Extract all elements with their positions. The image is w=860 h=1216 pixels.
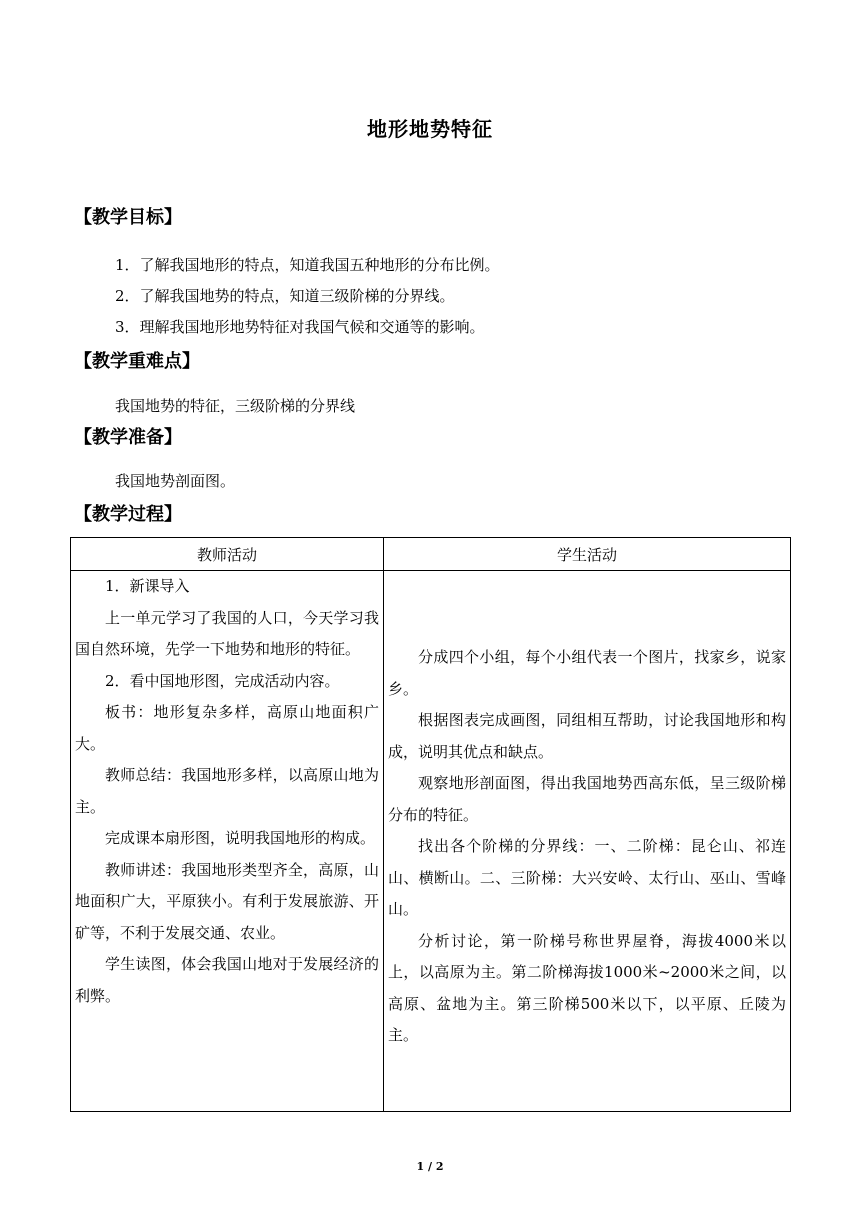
teacher-para: 学生读图，体会我国山地对于发展经济的利弊。 xyxy=(75,955,379,1005)
student-para: 观察地形剖面图，得出我国地势西高东低，呈三级阶梯分布的特征。 xyxy=(388,774,786,824)
teacher-activity-cell xyxy=(71,571,384,1112)
heading-teaching-goals: 【教学目标】 xyxy=(74,207,182,228)
table-header-row xyxy=(71,538,791,571)
key-points-text: 我国地势的特征，三级阶梯的分界线 xyxy=(115,397,356,415)
document-title: 地形地势特征 xyxy=(367,117,493,141)
heading-preparation: 【教学准备】 xyxy=(74,427,182,448)
goal-item-1: 1．了解我国地形的特点，知道我国五种地形的分布比例。 xyxy=(115,256,500,274)
header-teacher-activity: 教师活动 xyxy=(71,538,384,571)
student-activity-cell xyxy=(384,571,791,1112)
preparation-text: 我国地势剖面图。 xyxy=(115,472,236,490)
heading-key-points: 【教学重难点】 xyxy=(74,351,200,372)
student-para: 分析讨论，第一阶梯号称世界屋脊，海拔4000米以上，以高原为主。第二阶梯海拔1000米~2000米之间，以高原、盆地为主。第三阶梯500米以下，以平原、丘陵为主。 xyxy=(388,931,786,1044)
header-student-activity: 学生活动 xyxy=(384,538,791,571)
teacher-para: 教师讲述：我国地形类型齐全，高原，山地面积广大，平原狭小。有利于发展旅游、开矿等，不利于发展交通、农业。 xyxy=(75,860,379,942)
teacher-para: 完成课本扇形图，说明我国地形的构成。 xyxy=(105,829,376,847)
page-number: 1 / 2 xyxy=(416,1160,444,1173)
heading-teaching-process: 【教学过程】 xyxy=(74,504,182,525)
student-para: 分成四个小组，每个小组代表一个图片，找家乡，说家乡。 xyxy=(388,648,786,698)
teacher-para: 2．看中国地形图，完成活动内容。 xyxy=(105,671,340,690)
goal-item-3: 3．理解我国地形地势特征对我国气候和交通等的影响。 xyxy=(115,318,485,336)
teacher-para: 板书：地形复杂多样，高原山地面积广大。 xyxy=(75,703,379,753)
teacher-para: 1．新课导入 xyxy=(105,577,190,595)
student-para: 找出各个阶梯的分界线：一、二阶梯：昆仑山、祁连山、横断山。二、三阶梯：大兴安岭、太行山、巫山、雪峰山。 xyxy=(388,837,786,918)
teacher-para: 上一单元学习了我国的人口，今天学习我国自然环境，先学一下地势和地形的特征。 xyxy=(75,608,379,658)
student-para: 根据图表完成画图，同组相互帮助，讨论我国地形和构成，说明其优点和缺点。 xyxy=(388,711,786,761)
student-cell-spacer xyxy=(388,571,786,642)
teacher-para: 教师总结：我国地形多样，以高原山地为主。 xyxy=(75,766,379,816)
goal-item-2: 2．了解我国地势的特点，知道三级阶梯的分界线。 xyxy=(115,287,455,305)
table-row xyxy=(71,571,791,1112)
teaching-process-table xyxy=(70,537,791,1112)
